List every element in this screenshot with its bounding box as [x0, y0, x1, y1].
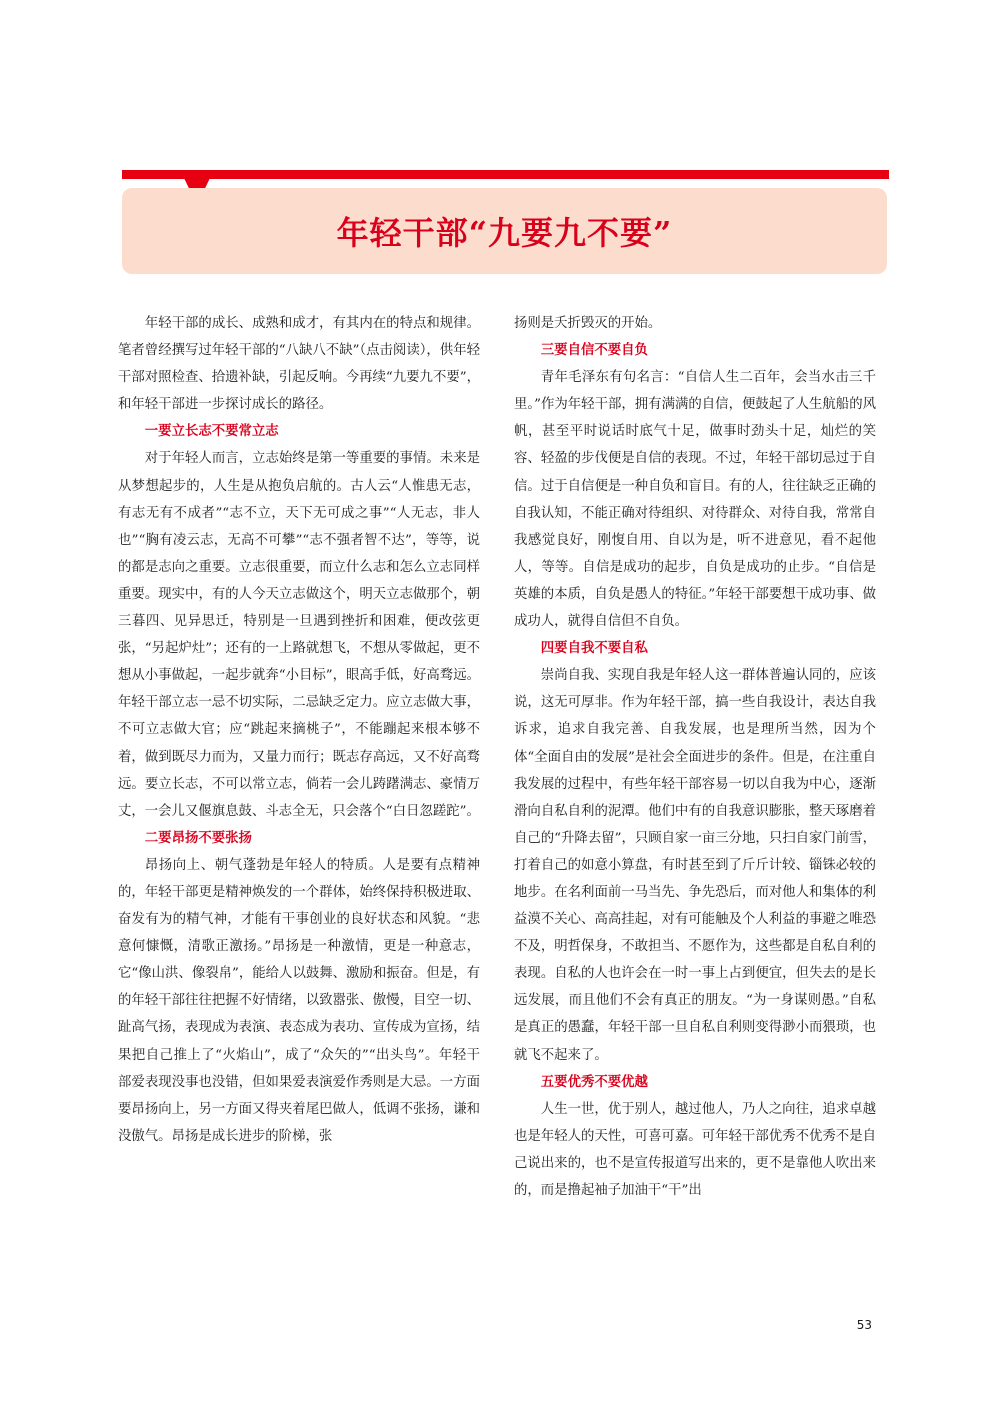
body-paragraph: 崇尚自我、实现自我是年轻人这一群体普遍认同的，应该说，这无可厚非。作为年轻干部，搞一些自我设计，表达自我诉求，追求自我完善、自我发展，也是理所当然，因为个体“全面自由的发展”是社会全面进步的条件。但是，在注重自我发展的过程中，有些年轻干部容易一切以自我为中心，逐渐滑向自私自利的泥潭。他们中有的自我意识膨胀，整天琢磨着自己的“升降去留”，只顾自家一亩三分地，只扫自家门前雪，打着自己的如意小算盘，有时甚至到了斤斤计较、锱铢必较的地步。在名利面前一马当先、争先恐后，而对他人和集体的利益漠不关心、高高挂起，对有可能触及个人利益的事避之唯恐不及，明哲保身，不敢担当、不愿作为，这些都是自私自利的表现。自私的人也许会在一时一事上占到便宜，但失去的是长远发展，而且他们不会有真正的朋友。“为一身谋则愚。”自私是真正的愚蠢，年轻干部一旦自私自利则变得渺小而猥琐，也就飞不起来了。 — [514, 668, 876, 1063]
section-heading: 一要立长志不要常立志 — [144, 424, 279, 440]
title-banner — [122, 188, 887, 274]
page-number: 53 — [856, 1318, 872, 1332]
right-column — [514, 310, 876, 1204]
body-paragraph: 人生一世，优于别人，越过他人，乃人之向往，追求卓越也是年轻人的天性，可喜可嘉。可年轻干部优秀不优秀不是自己说出来的，也不是宣传报道写出来的，更不是靠他人吹出来的，而是撸起袖子加油干“干”出 — [514, 1101, 876, 1198]
section-heading: 四要自我不要自私 — [540, 641, 648, 657]
article-title: 年轻干部“九要九不要” — [336, 214, 673, 252]
body-paragraph: 昂扬向上、朝气蓬勃是年轻人的特质。人是要有点精神的，年轻干部更是精神焕发的一个群体，始终保持积极进取、奋发有为的精气神，才能有干事创业的良好状态和风貌。“悲意何慷慨，清歌正激扬。”昂扬是一种激情，更是一种意志，它“像山洪、像裂帛”，能给人以鼓舞、激励和振奋。但是，有的年轻干部往往把握不好情绪，以致嚣张、傲慢，目空一切、趾高气扬，表现成为表演、表态成为表功、宣传成为宣扬，结果把自己推上了“火焰山”，成了“众矢的”“出头鸟”。年轻干部爱表现没事也没错，但如果爱表演爱作秀则是大忌。一方面要昂扬向上，另一方面又得夹着尾巴做人，低调不张扬，谦和没傲气。昂扬是成长进步的阶梯，张 — [118, 857, 480, 1144]
section-heading: 三要自信不要自负 — [540, 343, 648, 359]
body-paragraph: 对于年轻人而言，立志始终是第一等重要的事情。未来是从梦想起步的，人生是从抱负启航的。古人云“人惟患无志，有志无有不成者”“志不立，天下无可成之事”“人无志，非人也”“胸有凌云志，无高不可攀”“志不强者智不达”，等等，说的都是志向之重要。立志很重要，而立什么志和怎么立志同样重要。现实中，有的人今天立志做这个，明天立志做那个，朝三暮四、见异思迁，特别是一旦遇到挫折和困难，便改弦更张，“另起炉灶”；还有的一上路就想飞，不想从零做起，更不想从小事做起，一起步就奔“小目标”，眼高手低，好高骛远。年轻干部立志一忌不切实际，二忌缺乏定力。应立志做大事，不可立志做大官；应“跳起来摘桃子”，不能蹦起来根本够不着，做到既尽力而为，又量力而行；既志存高远，又不好高骛远。要立长志，不可以常立志，倘若一会儿踌躇满志、豪情万丈，一会儿又偃旗息鼓、斗志全无，只会落个“白日忽蹉跎”。 — [118, 451, 480, 819]
body-paragraph: 扬则是夭折毁灭的开始。 — [514, 316, 662, 331]
section-heading: 五要优秀不要优越 — [540, 1074, 648, 1090]
body-paragraph: 青年毛泽东有句名言：“自信人生二百年，会当水击三千里。”作为年轻干部，拥有满满的自信，便鼓起了人生航船的风帆，甚至平时说话时底气十足，做事时劲头十足，灿烂的笑容、轻盈的步伐便是自信的表现。不过，年轻干部切忌过于自信。过于自信便是一种自负和盲目。有的人，往往缺乏正确的自我认知，不能正确对待组织、对待群众、对待自我，常常自我感觉良好，刚愎自用、自以为是，听不进意见，看不起他人，等等。自信是成功的起步，自负是成功的止步。“自信是英雄的本质，自负是愚人的特征。”年轻干部要想干成功事、做成功人，就得自信但不自负。 — [514, 370, 876, 630]
left-column — [118, 310, 480, 1150]
body-paragraph: 年轻干部的成长、成熟和成才，有其内在的特点和规律。笔者曾经撰写过年轻干部的“八缺八不缺”（点击阅读），供年轻干部对照检查、拾遗补缺，引起反响。今再续“九要九不要”，和年轻干部进一步探讨成长的路径。 — [118, 316, 480, 413]
title-top-rule — [122, 170, 889, 179]
section-heading: 二要昂扬不要张扬 — [144, 830, 252, 846]
